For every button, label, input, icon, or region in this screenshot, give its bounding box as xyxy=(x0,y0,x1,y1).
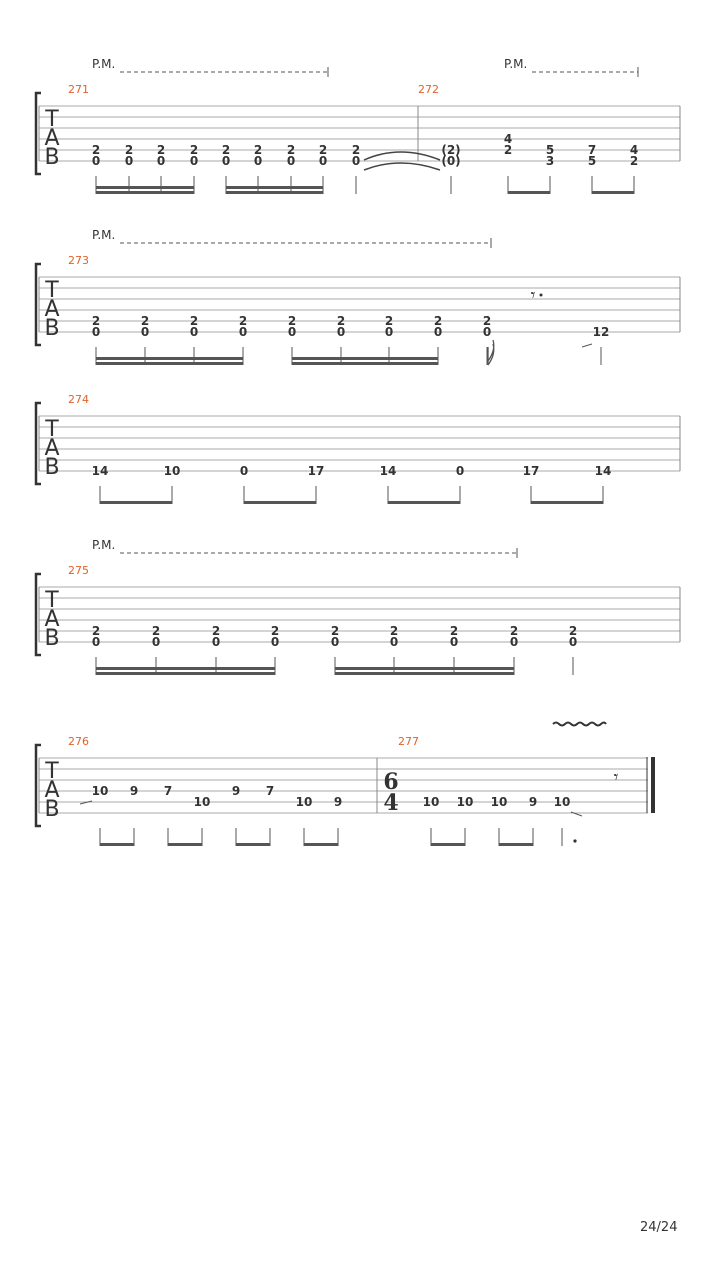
note-beam xyxy=(168,843,202,846)
fret-number: 7 xyxy=(163,784,173,798)
fret-number: 2 xyxy=(124,143,134,157)
fret-number: 0 xyxy=(189,154,199,168)
note-beam xyxy=(335,672,514,675)
palm-mute-label: P.M. xyxy=(92,228,116,242)
note-beam xyxy=(226,191,323,194)
fret-number: 2 xyxy=(629,154,639,168)
time-signature-top: 6 xyxy=(383,769,399,795)
fret-number: (2) xyxy=(441,143,461,157)
tab-clef-letter: A xyxy=(44,607,60,632)
fret-number: 2 xyxy=(482,314,492,328)
note-beam xyxy=(100,501,172,504)
fret-number: 10 xyxy=(456,795,474,809)
rest-dot xyxy=(540,294,543,297)
fret-number: 0 xyxy=(253,154,263,168)
fret-number: 2 xyxy=(221,143,231,157)
fret-number: 0 xyxy=(156,154,166,168)
tab-clef-letter: B xyxy=(44,455,60,480)
fret-number: 2 xyxy=(384,314,394,328)
fret-number: 0 xyxy=(389,635,399,649)
tab-clef-letter: B xyxy=(44,626,60,651)
fret-number: 0 xyxy=(140,325,150,339)
fret-number: 2 xyxy=(389,624,399,638)
fret-number: 14 xyxy=(379,464,397,478)
note-beam xyxy=(304,843,338,846)
fret-number: 0 xyxy=(568,635,578,649)
palm-mute-label: P.M. xyxy=(504,57,528,71)
fret-number: 9 xyxy=(231,784,241,798)
note-beam xyxy=(226,186,323,189)
fret-number: 10 xyxy=(490,795,508,809)
note-beam xyxy=(100,843,134,846)
note-beam xyxy=(236,843,270,846)
page-number: 24/24 xyxy=(640,1220,678,1235)
note-beam xyxy=(335,667,514,670)
fret-number: 0 xyxy=(238,325,248,339)
measure-number: 272 xyxy=(418,83,439,96)
fret-number: 0 xyxy=(91,325,101,339)
flag-mark xyxy=(488,340,494,365)
fret-number: 2 xyxy=(351,143,361,157)
fret-number: 10 xyxy=(422,795,440,809)
fret-number: 2 xyxy=(156,143,166,157)
fret-number: 0 xyxy=(330,635,340,649)
fret-number: 0 xyxy=(351,154,361,168)
note-dot xyxy=(573,839,576,842)
fret-number: 0 xyxy=(318,154,328,168)
fret-number: 2 xyxy=(433,314,443,328)
fret-number: 2 xyxy=(568,624,578,638)
fret-number: 17 xyxy=(307,464,325,478)
tab-clef-letter: T xyxy=(45,107,59,132)
tab-clef-letter: A xyxy=(44,297,60,322)
measure-number: 274 xyxy=(68,393,89,406)
note-beam xyxy=(96,191,194,194)
fret-number: 0 xyxy=(221,154,231,168)
palm-mute-label: P.M. xyxy=(92,538,116,552)
fret-number: 2 xyxy=(503,143,513,157)
fret-number: 2 xyxy=(189,314,199,328)
fret-number: 2 xyxy=(211,624,221,638)
tab-clef-letter: B xyxy=(44,316,60,341)
fret-number: 0 xyxy=(270,635,280,649)
fret-number: 0 xyxy=(287,325,297,339)
fret-number: 9 xyxy=(333,795,343,809)
note-beam xyxy=(96,362,243,365)
note-beam xyxy=(431,843,465,846)
tab-clef-letter: T xyxy=(45,588,59,613)
fret-number: 0 xyxy=(482,325,492,339)
tab-clef-letter: B xyxy=(44,797,60,822)
fret-number: 0 xyxy=(91,635,101,649)
measure-number: 271 xyxy=(68,83,89,96)
palm-mute-label: P.M. xyxy=(92,57,116,71)
note-beam xyxy=(96,357,243,360)
fret-number: 0 xyxy=(286,154,296,168)
fret-number: 0 xyxy=(384,325,394,339)
eighth-rest: 𝄾 xyxy=(613,767,619,788)
fret-number: 2 xyxy=(253,143,263,157)
fret-number: 5 xyxy=(587,154,597,168)
fret-number: 4 xyxy=(503,132,513,146)
measure-number: 277 xyxy=(398,735,419,748)
note-beam xyxy=(388,501,460,504)
fret-number: 2 xyxy=(189,143,199,157)
fret-number: 0 xyxy=(211,635,221,649)
fret-number: 2 xyxy=(238,314,248,328)
fret-number: 10 xyxy=(163,464,181,478)
fret-number: 3 xyxy=(545,154,555,168)
fret-number: 0 xyxy=(433,325,443,339)
note-beam xyxy=(292,362,438,365)
note-beam xyxy=(531,501,603,504)
note-beam xyxy=(499,843,533,846)
fret-number: (0) xyxy=(441,154,461,168)
fret-number: 17 xyxy=(522,464,540,478)
note-beam xyxy=(508,191,550,194)
fret-number: 10 xyxy=(553,795,571,809)
fret-number: 7 xyxy=(587,143,597,157)
fret-number: 9 xyxy=(129,784,139,798)
note-beam xyxy=(292,357,438,360)
note-beam xyxy=(96,186,194,189)
fret-number: 7 xyxy=(265,784,275,798)
fret-number: 0 xyxy=(124,154,134,168)
tie-arc xyxy=(364,163,440,170)
fret-number: 2 xyxy=(286,143,296,157)
fret-number: 4 xyxy=(629,143,639,157)
fret-number: 10 xyxy=(91,784,109,798)
slide-in xyxy=(582,344,592,347)
fret-number: 2 xyxy=(287,314,297,328)
tab-clef-letter: A xyxy=(44,778,60,803)
tie-arc xyxy=(364,152,440,160)
fret-number: 10 xyxy=(193,795,211,809)
fret-number: 0 xyxy=(455,464,465,478)
tab-clef-letter: A xyxy=(44,126,60,151)
fret-number: 0 xyxy=(509,635,519,649)
fret-number: 2 xyxy=(151,624,161,638)
fret-number: 2 xyxy=(91,624,101,638)
fret-number: 2 xyxy=(336,314,346,328)
fret-number: 0 xyxy=(151,635,161,649)
measure-number: 276 xyxy=(68,735,89,748)
fret-number: 2 xyxy=(330,624,340,638)
fret-number: 0 xyxy=(189,325,199,339)
fret-number: 9 xyxy=(528,795,538,809)
fret-number: 14 xyxy=(594,464,612,478)
fret-number: 2 xyxy=(91,314,101,328)
tab-clef-letter: A xyxy=(44,436,60,461)
note-beam xyxy=(244,501,316,504)
fret-number: 2 xyxy=(449,624,459,638)
time-signature-bottom: 4 xyxy=(383,790,399,816)
eighth-rest: 𝄾 xyxy=(530,285,536,306)
measure-number: 275 xyxy=(68,564,89,577)
tab-clef-letter: T xyxy=(45,759,59,784)
note-beam xyxy=(96,667,275,670)
fret-number: 0 xyxy=(239,464,249,478)
vibrato-mark xyxy=(553,723,606,726)
fret-number: 2 xyxy=(91,143,101,157)
measure-number: 273 xyxy=(68,254,89,267)
fret-number: 10 xyxy=(295,795,313,809)
fret-number: 2 xyxy=(270,624,280,638)
fret-number: 5 xyxy=(545,143,555,157)
fret-number: 0 xyxy=(336,325,346,339)
fret-number: 12 xyxy=(592,325,610,339)
fret-number: 2 xyxy=(140,314,150,328)
fret-number: 2 xyxy=(318,143,328,157)
fret-number: 14 xyxy=(91,464,109,478)
note-beam xyxy=(96,672,275,675)
fret-number: 0 xyxy=(91,154,101,168)
tab-clef-letter: T xyxy=(45,417,59,442)
tab-clef-letter: B xyxy=(44,145,60,170)
note-beam xyxy=(592,191,634,194)
fret-number: 2 xyxy=(509,624,519,638)
tab-clef-letter: T xyxy=(45,278,59,303)
fret-number: 0 xyxy=(449,635,459,649)
